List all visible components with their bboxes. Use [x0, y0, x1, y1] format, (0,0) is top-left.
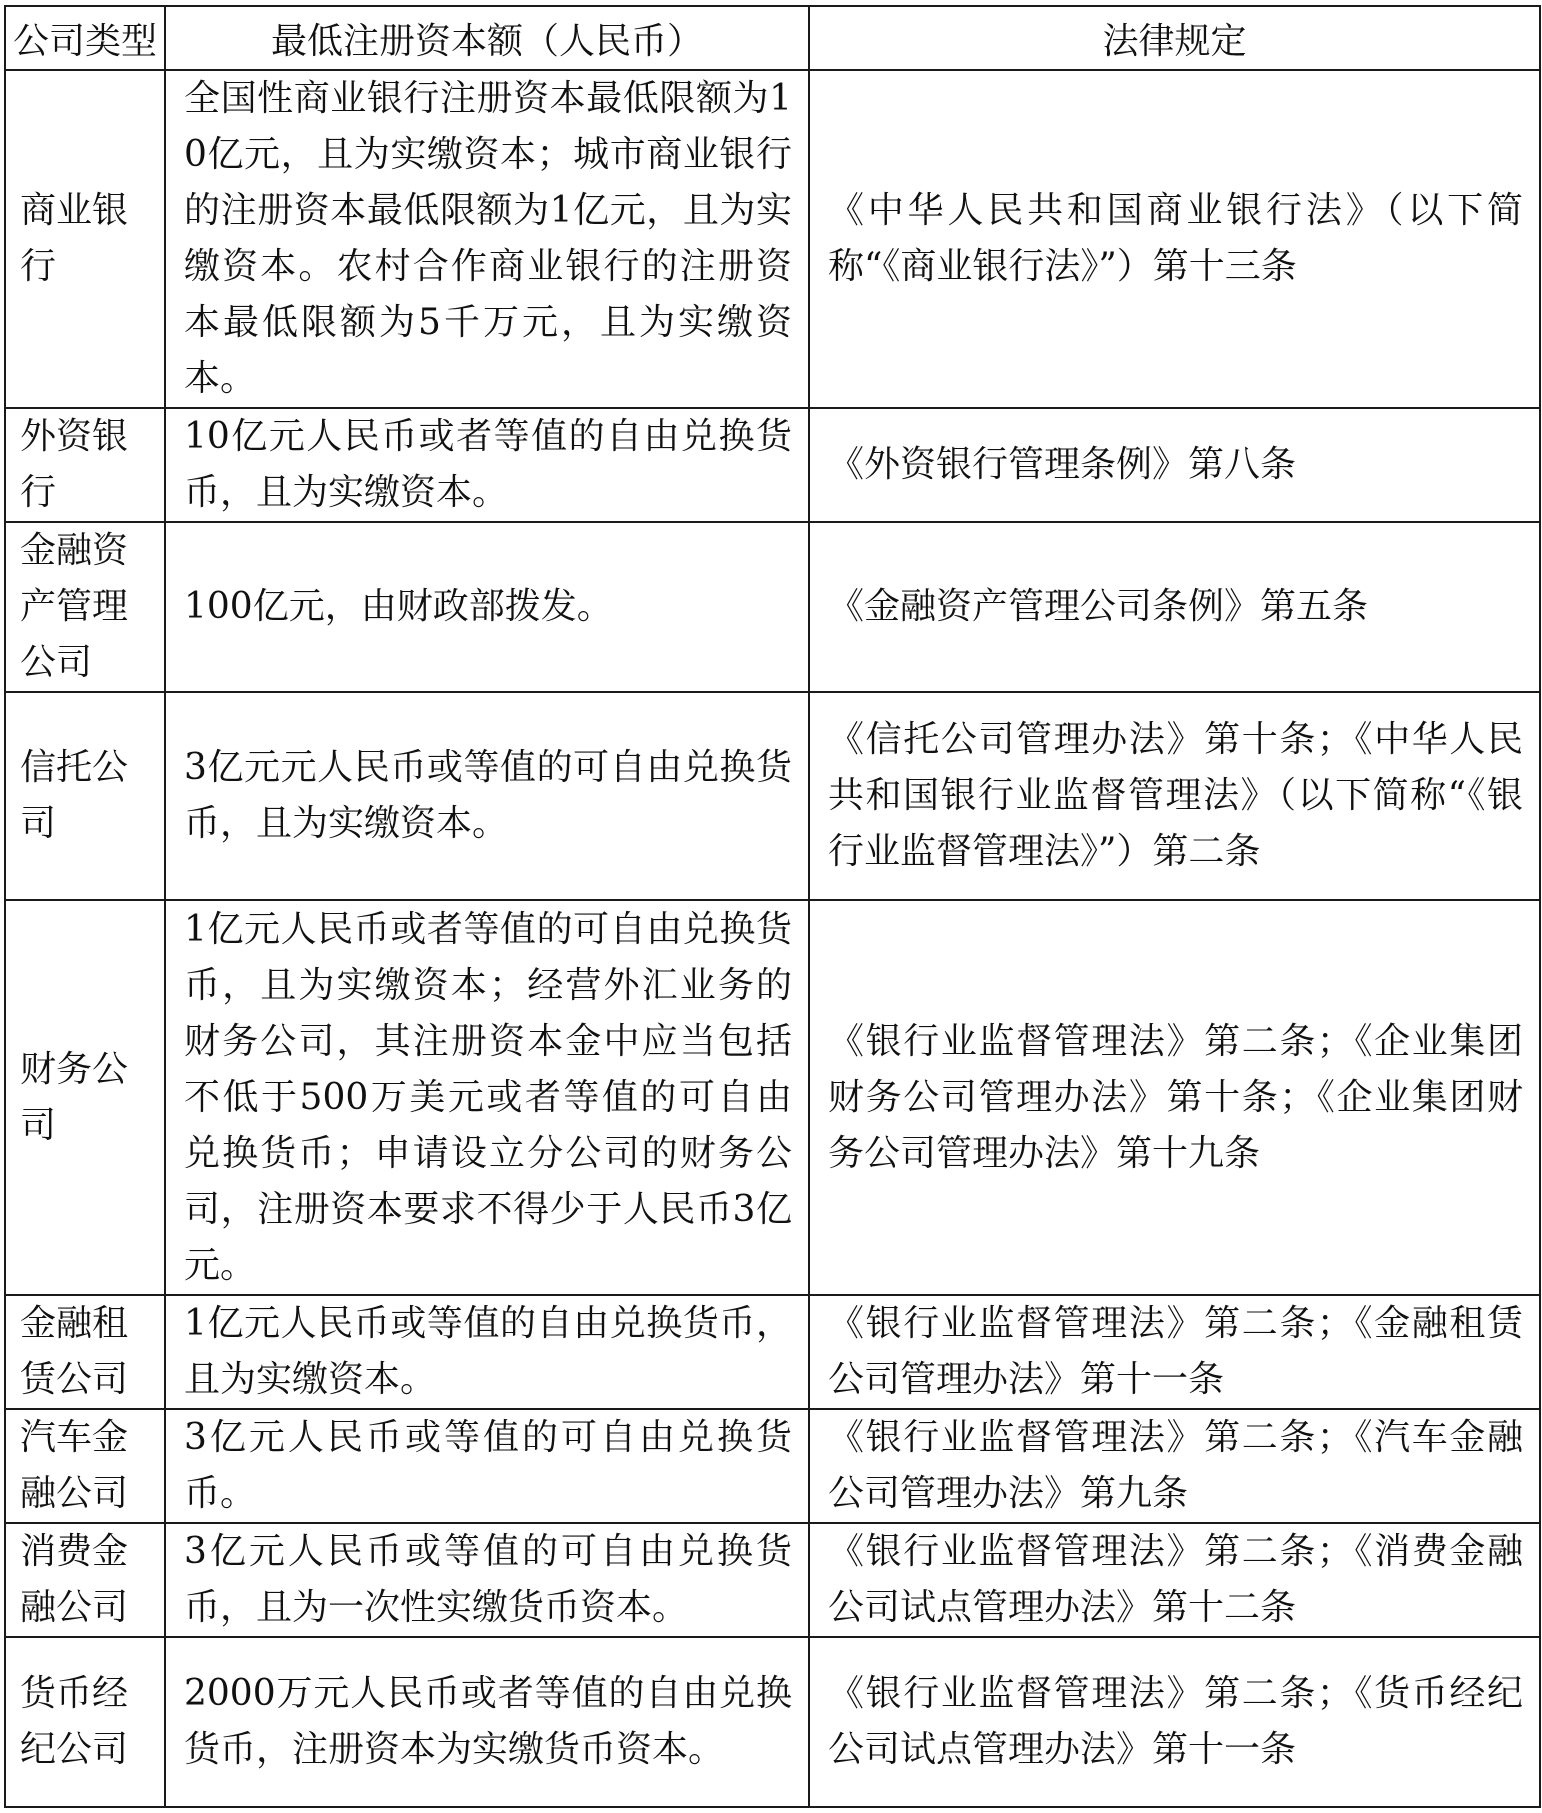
min-capital-cell: 100亿元，由财政部拨发。: [165, 522, 809, 692]
table-row: [5, 1409, 1540, 1523]
legal-basis-cell: 《银行业监督管理法》第二条；《汽车金融公司管理办法》第九条: [809, 1409, 1540, 1523]
min-capital-cell: 2000万元人民币或者等值的自由兑换货币，注册资本为实缴货币资本。: [165, 1637, 809, 1807]
table-header: [5, 6, 1540, 70]
company-type-cell: 金融资产管理公司: [5, 522, 165, 692]
min-capital-cell: 3亿元人民币或等值的可自由兑换货币。: [165, 1409, 809, 1523]
header-company-type: 公司类型: [5, 6, 165, 70]
legal-basis-cell: 《金融资产管理公司条例》第五条: [809, 522, 1540, 692]
legal-basis-cell: 《银行业监督管理法》第二条；《消费金融公司试点管理办法》第十二条: [809, 1523, 1540, 1637]
table-row: [5, 408, 1540, 522]
table-row: [5, 70, 1540, 408]
min-capital-cell: 1亿元人民币或等值的自由兑换货币，且为实缴资本。: [165, 1295, 809, 1409]
header-legal-basis: 法律规定: [809, 6, 1540, 70]
table-row: [5, 1295, 1540, 1409]
table-row: [5, 1637, 1540, 1807]
min-capital-cell: 3亿元元人民币或等值的可自由兑换货币，且为实缴资本。: [165, 692, 809, 900]
company-type-cell: 消费金融公司: [5, 1523, 165, 1637]
registered-capital-table: [4, 5, 1541, 1808]
table-row: [5, 522, 1540, 692]
min-capital-cell: 1亿元人民币或者等值的可自由兑换货币，且为实缴资本；经营外汇业务的财务公司，其注册资本金中应当包括不低于500万美元或者等值的可自由兑换货币；申请设立分公司的财务公司，注册资本要求不得少于人民币3亿元。: [165, 900, 809, 1294]
company-type-cell: 信托公司: [5, 692, 165, 900]
company-type-cell: 商业银行: [5, 70, 165, 408]
table-row: [5, 1523, 1540, 1637]
company-type-cell: 金融租赁公司: [5, 1295, 165, 1409]
company-type-cell: 财务公司: [5, 900, 165, 1294]
legal-basis-cell: 《银行业监督管理法》第二条；《企业集团财务公司管理办法》第十条；《企业集团财务公司管理办法》第十九条: [809, 900, 1540, 1294]
min-capital-cell: 10亿元人民币或者等值的自由兑换货币，且为实缴资本。: [165, 408, 809, 522]
legal-basis-cell: 《信托公司管理办法》第十条；《中华人民共和国银行业监督管理法》（以下简称“《银行业监督管理法》”）第二条: [809, 692, 1540, 900]
legal-basis-cell: 《银行业监督管理法》第二条；《金融租赁公司管理办法》第十一条: [809, 1295, 1540, 1409]
header-row: [5, 6, 1540, 70]
table-row: [5, 900, 1540, 1294]
legal-basis-cell: 《外资银行管理条例》第八条: [809, 408, 1540, 522]
header-min-capital: 最低注册资本额（人民币）: [165, 6, 809, 70]
legal-basis-cell: 《中华人民共和国商业银行法》（以下简称“《商业银行法》”）第十三条: [809, 70, 1540, 408]
legal-basis-cell: 《银行业监督管理法》第二条；《货币经纪公司试点管理办法》第十一条: [809, 1637, 1540, 1807]
table-body: [5, 70, 1540, 1807]
min-capital-cell: 3亿元人民币或等值的可自由兑换货币，且为一次性实缴货币资本。: [165, 1523, 809, 1637]
min-capital-cell: 全国性商业银行注册资本最低限额为10亿元，且为实缴资本；城市商业银行的注册资本最低限额为1亿元，且为实缴资本。农村合作商业银行的注册资本最低限额为5千万元，且为实缴资本。: [165, 70, 809, 408]
table-row: [5, 692, 1540, 900]
company-type-cell: 汽车金融公司: [5, 1409, 165, 1523]
company-type-cell: 外资银行: [5, 408, 165, 522]
company-type-cell: 货币经纪公司: [5, 1637, 165, 1807]
